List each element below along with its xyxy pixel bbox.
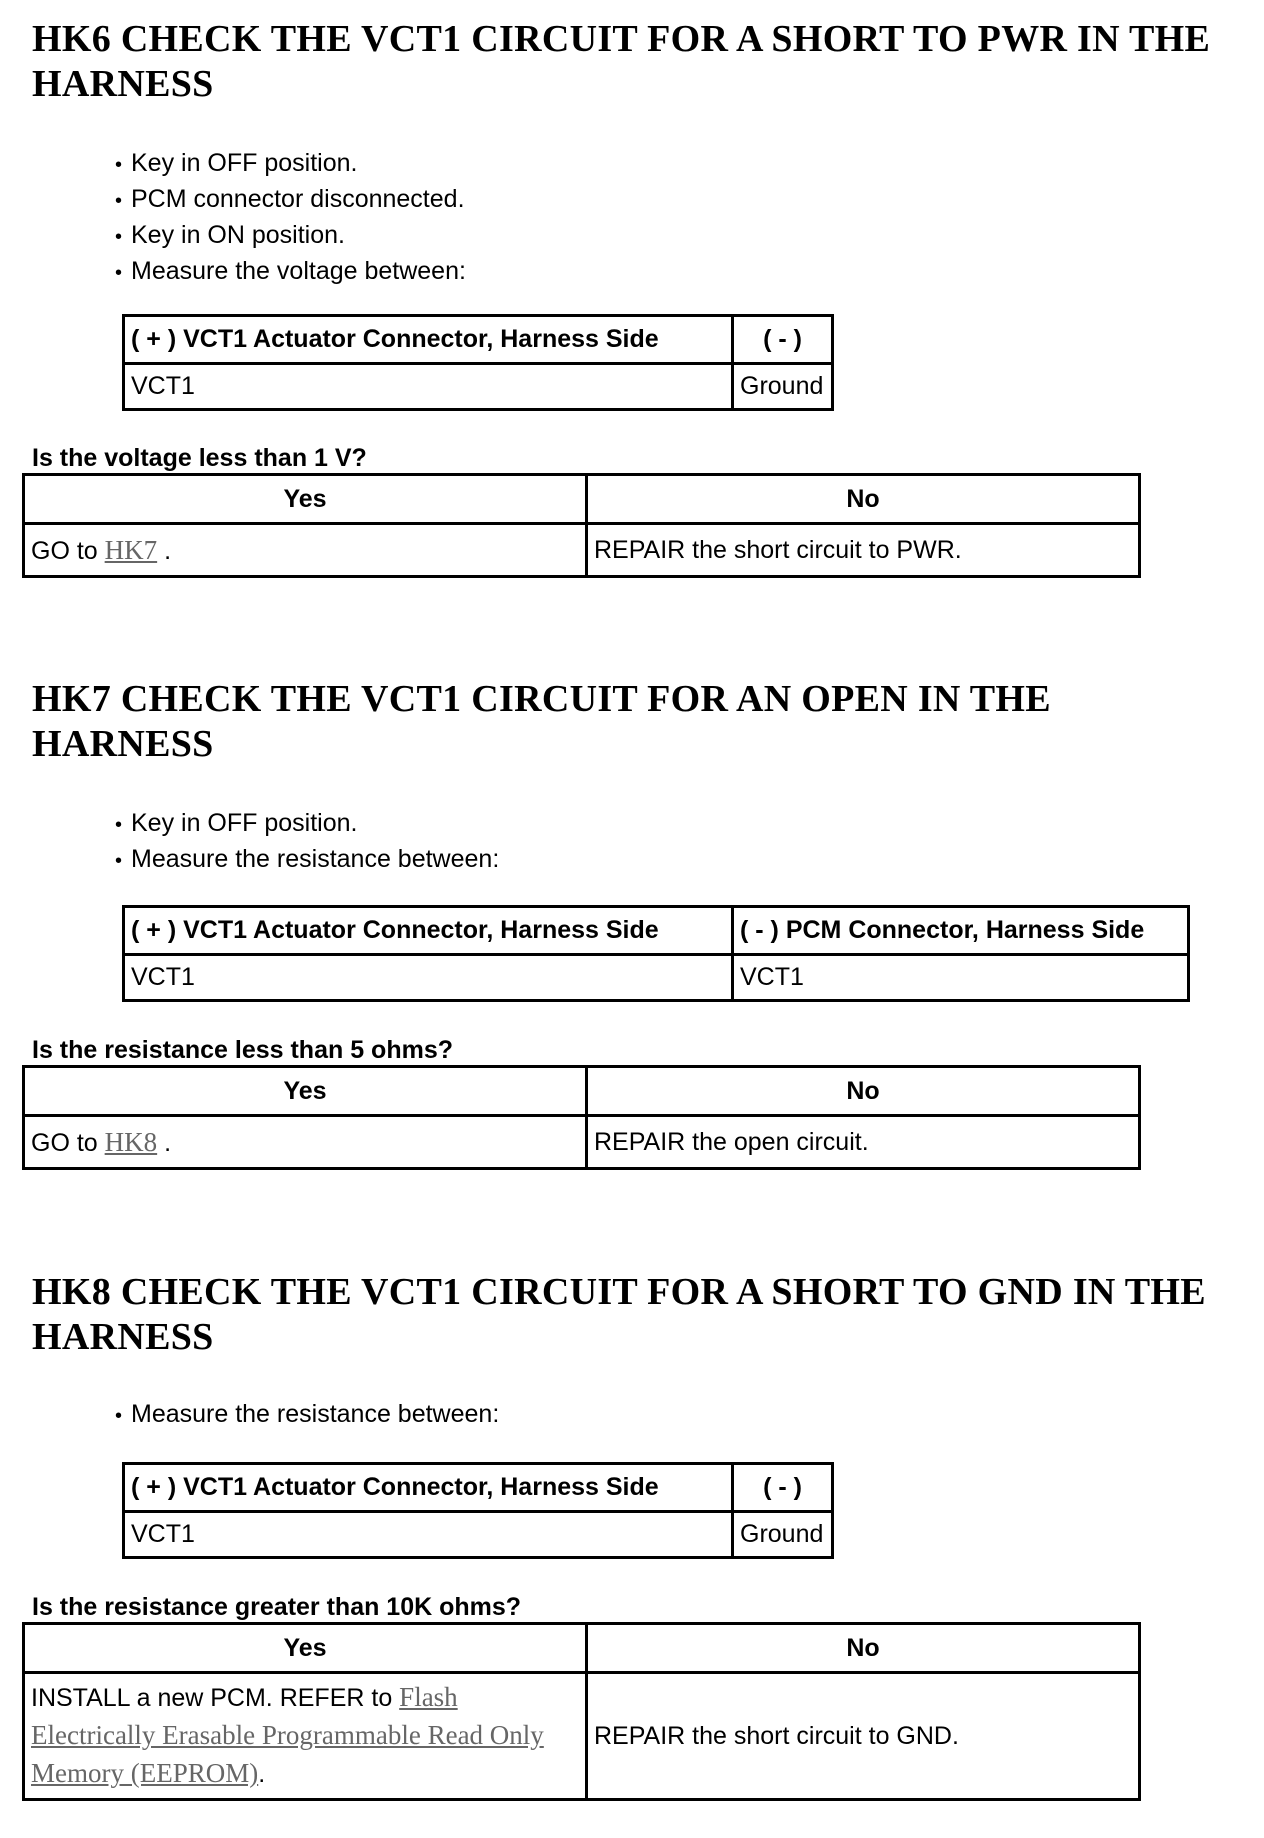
step-list <box>115 146 466 290</box>
step-item: • Key in OFF position. <box>115 806 499 842</box>
section-title: HK8 CHECK THE VCT1 CIRCUIT FOR A SHORT TO GND IN THE HARNESS <box>32 1271 1206 1358</box>
positive-lead-value: VCT1 <box>124 955 733 1001</box>
yes-action-suffix: . <box>258 1760 266 1788</box>
no-action: REPAIR the short circuit to GND. <box>587 1673 1140 1800</box>
result-table <box>22 1065 1141 1170</box>
step-item: • PCM connector disconnected. <box>115 182 466 218</box>
negative-lead-value: VCT1 <box>733 955 1189 1001</box>
result-table <box>22 1622 1141 1801</box>
step-item: • Key in ON position. <box>115 218 466 254</box>
negative-lead-header: ( - ) PCM Connector, Harness Side <box>733 907 1189 955</box>
no-header: No <box>587 1067 1140 1116</box>
section-title: HK6 CHECK THE VCT1 CIRCUIT FOR A SHORT TO PWR IN THE HARNESS <box>32 18 1211 105</box>
negative-lead-header: ( - ) <box>733 316 833 364</box>
positive-lead-value: VCT1 <box>124 1512 733 1558</box>
negative-lead-value: Ground <box>733 364 833 410</box>
yes-action <box>24 524 587 577</box>
link-hk8[interactable]: HK8 <box>104 1126 158 1157</box>
step-list <box>115 806 499 878</box>
link-hk7[interactable]: HK7 <box>104 534 158 565</box>
step-item: • Measure the resistance between: <box>115 842 499 878</box>
result-table <box>22 473 1141 578</box>
step-item: • Key in OFF position. <box>115 146 466 182</box>
no-header: No <box>587 1624 1140 1673</box>
positive-lead-header: ( + ) VCT1 Actuator Connector, Harness Side <box>124 1464 733 1512</box>
test-question: Is the voltage less than 1 V? <box>32 444 367 472</box>
yes-action-text: GO to <box>31 1128 98 1157</box>
no-action: REPAIR the short circuit to PWR. <box>587 524 1140 577</box>
no-header: No <box>587 475 1140 524</box>
yes-header: Yes <box>24 1624 587 1673</box>
yes-action <box>24 1673 587 1800</box>
positive-lead-header: ( + ) VCT1 Actuator Connector, Harness Side <box>124 316 733 364</box>
positive-lead-header: ( + ) VCT1 Actuator Connector, Harness Side <box>124 907 733 955</box>
measurement-table <box>122 905 1190 1002</box>
yes-action-suffix: . <box>164 1128 172 1157</box>
link-flash-eeprom[interactable]: Flash Electrically Erasable Programmable Read Only Memory (EEPROM) <box>31 1682 544 1788</box>
negative-lead-header: ( - ) <box>733 1464 833 1512</box>
test-question: Is the resistance less than 5 ohms? <box>32 1036 453 1064</box>
step-item: • Measure the voltage between: <box>115 254 466 290</box>
yes-action <box>24 1116 587 1169</box>
positive-lead-value: VCT1 <box>124 364 733 410</box>
negative-lead-value: Ground <box>733 1512 833 1558</box>
section-title: HK7 CHECK THE VCT1 CIRCUIT FOR AN OPEN IN THE HARNESS <box>32 678 1051 765</box>
yes-action-text: INSTALL a new PCM. REFER to <box>31 1684 393 1712</box>
measurement-table <box>122 314 834 411</box>
yes-action-text: GO to <box>31 536 98 565</box>
step-list <box>115 1397 499 1433</box>
measurement-table <box>122 1462 834 1559</box>
yes-header: Yes <box>24 1067 587 1116</box>
test-question: Is the resistance greater than 10K ohms? <box>32 1593 522 1621</box>
no-action: REPAIR the open circuit. <box>587 1116 1140 1169</box>
yes-header: Yes <box>24 475 587 524</box>
yes-action-suffix: . <box>164 536 172 565</box>
step-item: • Measure the resistance between: <box>115 1397 499 1433</box>
